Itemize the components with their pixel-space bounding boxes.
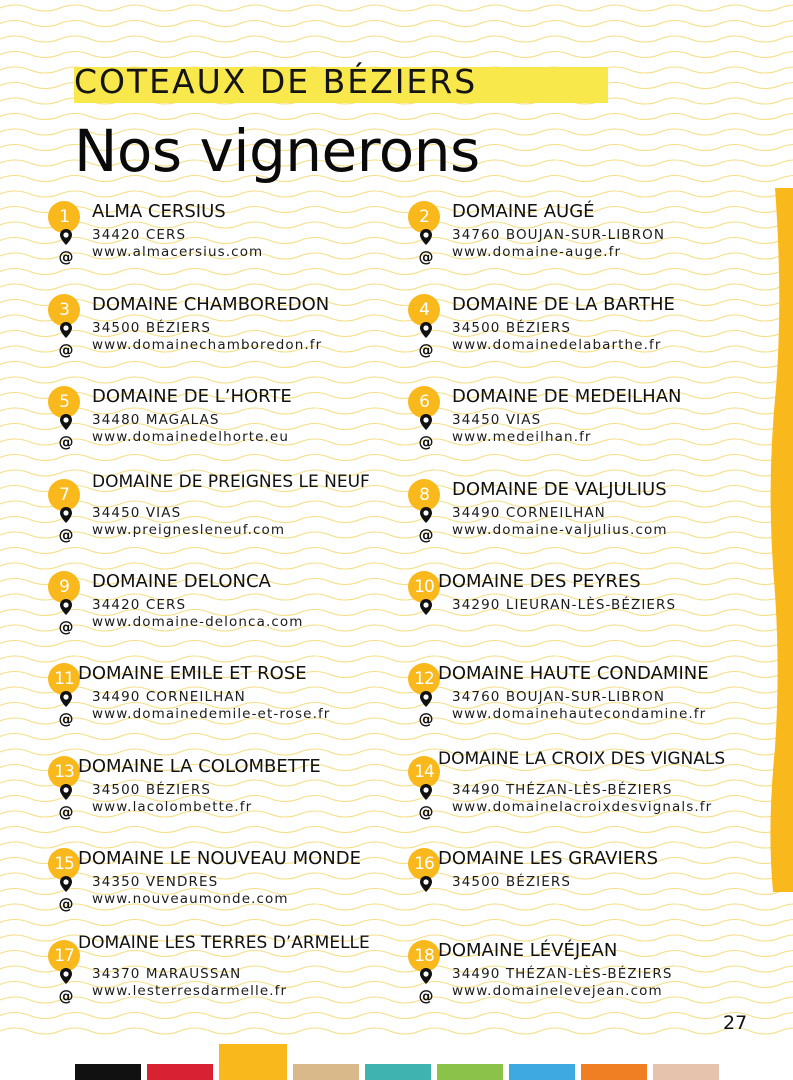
- at-sign-icon: @: [418, 433, 434, 451]
- winery-number-badge: 7: [48, 479, 80, 511]
- winery-website-link[interactable]: www.domainehautecondamine.fr: [452, 706, 707, 722]
- footer-color-bar: [365, 1064, 431, 1080]
- winery-card: [408, 201, 758, 287]
- winery-name: DOMAINE LA CROIX DES VIGNALS: [438, 749, 726, 769]
- winery-number-badge: 8: [408, 479, 440, 511]
- at-sign-icon: @: [58, 618, 74, 636]
- winery-address: 34420 CERS: [92, 597, 187, 613]
- winery-address: 34500 BÉZIERS: [452, 874, 572, 890]
- winery-name: DOMAINE EMILE ET ROSE: [78, 663, 307, 684]
- winery-address: 34450 VIAS: [452, 412, 542, 428]
- winery-address: 34760 BOUJAN-SUR-LIBRON: [452, 689, 666, 705]
- at-sign-icon: @: [58, 433, 74, 451]
- winery-website-link[interactable]: www.lacolombette.fr: [92, 799, 253, 815]
- winery-card: [48, 386, 398, 472]
- winery-number-badge: 4: [408, 294, 440, 326]
- winery-card: [408, 294, 758, 380]
- footer-color-bars: [75, 1064, 715, 1080]
- at-sign-icon: @: [58, 710, 74, 728]
- winery-address: 34490 CORNEILHAN: [452, 505, 606, 521]
- winery-number-badge: 15: [48, 848, 80, 880]
- footer-color-bar: [219, 1044, 287, 1080]
- winery-number-badge: 9: [48, 571, 80, 603]
- winery-website-link[interactable]: www.domaine-valjulius.com: [452, 522, 668, 538]
- at-sign-icon: @: [418, 710, 434, 728]
- location-pin-icon: [418, 228, 434, 246]
- at-sign-icon: @: [58, 803, 74, 821]
- location-pin-icon: [418, 321, 434, 339]
- winery-website-link[interactable]: www.preignesleneuf.com: [92, 522, 286, 538]
- winery-card: [48, 756, 398, 842]
- location-pin-icon: [58, 413, 74, 431]
- winery-number-badge: 13: [48, 756, 80, 788]
- winery-website-link[interactable]: www.lesterresdarmelle.fr: [92, 983, 288, 999]
- winery-number-badge: 14: [408, 756, 440, 788]
- winery-address: 34490 THÉZAN-LÈS-BÉZIERS: [452, 966, 673, 982]
- winery-name: DOMAINE DES PEYRES: [438, 571, 641, 592]
- winery-number-badge: 3: [48, 294, 80, 326]
- winery-card: [48, 663, 398, 749]
- winery-name: DOMAINE LES GRAVIERS: [438, 848, 659, 869]
- location-pin-icon: [58, 967, 74, 985]
- winery-card: [408, 386, 758, 472]
- footer-color-bar: [581, 1064, 647, 1080]
- winery-card: [48, 201, 398, 287]
- location-pin-icon: [58, 321, 74, 339]
- location-pin-icon: [58, 506, 74, 524]
- winery-address: 34370 MARAUSSAN: [92, 966, 242, 982]
- winery-number-badge: 1: [48, 201, 80, 233]
- winery-card: [48, 472, 398, 565]
- at-sign-icon: @: [418, 803, 434, 821]
- winery-number-badge: 18: [408, 940, 440, 972]
- winery-name: DOMAINE LE NOUVEAU MONDE: [78, 848, 361, 869]
- winery-number-badge: 5: [48, 386, 80, 418]
- winery-website-link[interactable]: www.domainelacroixdesvignals.fr: [452, 799, 713, 815]
- footer-color-bar: [147, 1064, 213, 1080]
- winery-website-link[interactable]: www.domaine-auge.fr: [452, 244, 622, 260]
- winery-website-link[interactable]: www.domainedelabarthe.fr: [452, 337, 662, 353]
- winery-name: DOMAINE CHAMBOREDON: [92, 294, 330, 315]
- winery-card: [48, 571, 398, 657]
- location-pin-icon: [418, 690, 434, 708]
- location-pin-icon: [58, 228, 74, 246]
- winery-name: DOMAINE DE L’HORTE: [92, 386, 292, 407]
- winery-number-badge: 10: [408, 571, 440, 603]
- winery-number-badge: 11: [48, 663, 80, 695]
- winery-address: 34760 BOUJAN-SUR-LIBRON: [452, 227, 666, 243]
- location-pin-icon: [58, 783, 74, 801]
- winery-website-link[interactable]: www.nouveaumonde.com: [92, 891, 289, 907]
- winery-name: DOMAINE HAUTE CONDAMINE: [438, 663, 709, 684]
- winery-name: DOMAINE DE MEDEILHAN: [452, 386, 682, 407]
- footer-color-bar: [509, 1064, 575, 1080]
- winery-address: 34500 BÉZIERS: [452, 320, 572, 336]
- page-number: 27: [723, 1012, 748, 1034]
- winery-address: 34480 MAGALAS: [92, 412, 220, 428]
- winery-address: 34290 LIEURAN-LÈS-BÉZIERS: [452, 597, 677, 613]
- winery-website-link[interactable]: www.domainedemile-et-rose.fr: [92, 706, 331, 722]
- at-sign-icon: @: [418, 526, 434, 544]
- location-pin-icon: [418, 967, 434, 985]
- winery-name: DOMAINE AUGÉ: [452, 201, 595, 222]
- at-sign-icon: @: [58, 248, 74, 266]
- winery-number-badge: 2: [408, 201, 440, 233]
- winery-name: DOMAINE DELONCA: [92, 571, 271, 592]
- winery-name: ALMA CERSIUS: [92, 201, 226, 222]
- at-sign-icon: @: [418, 987, 434, 1005]
- page-title: Nos vignerons: [74, 117, 480, 185]
- winery-website-link[interactable]: www.domainedelhorte.eu: [92, 429, 289, 445]
- location-pin-icon: [418, 506, 434, 524]
- location-pin-icon: [58, 598, 74, 616]
- at-sign-icon: @: [418, 248, 434, 266]
- winery-card: [408, 848, 758, 934]
- winery-address: 34490 CORNEILHAN: [92, 689, 246, 705]
- winery-card: [408, 663, 758, 749]
- winery-name: DOMAINE DE LA BARTHE: [452, 294, 675, 315]
- winery-number-badge: 6: [408, 386, 440, 418]
- footer-color-bar: [653, 1064, 719, 1080]
- footer-color-bar: [293, 1064, 359, 1080]
- winery-card: [408, 479, 758, 565]
- winery-card: [408, 749, 758, 842]
- at-sign-icon: @: [58, 526, 74, 544]
- winery-name: DOMAINE DE VALJULIUS: [452, 479, 667, 500]
- winery-name: DOMAINE DE PREIGNES LE NEUF: [92, 472, 370, 492]
- location-pin-icon: [58, 690, 74, 708]
- location-pin-icon: [418, 875, 434, 893]
- winery-number-badge: 12: [408, 663, 440, 695]
- winery-address: 34500 BÉZIERS: [92, 782, 212, 798]
- winery-name: DOMAINE LA COLOMBETTE: [78, 756, 321, 777]
- winery-website-link[interactable]: www.almacersius.com: [92, 244, 264, 260]
- winery-website-link[interactable]: www.domainelevejean.com: [452, 983, 663, 999]
- footer-color-bar: [75, 1064, 141, 1080]
- footer-color-bar: [437, 1064, 503, 1080]
- winery-address: 34350 VENDRES: [92, 874, 219, 890]
- winery-number-badge: 16: [408, 848, 440, 880]
- winery-address: 34500 BÉZIERS: [92, 320, 212, 336]
- winery-card: [48, 848, 398, 934]
- winery-address: 34490 THÉZAN-LÈS-BÉZIERS: [452, 782, 673, 798]
- winery-card: [48, 933, 398, 1026]
- location-pin-icon: [418, 783, 434, 801]
- winery-website-link[interactable]: www.domaine-delonca.com: [92, 614, 304, 630]
- at-sign-icon: @: [58, 987, 74, 1005]
- location-pin-icon: [418, 598, 434, 616]
- winery-number-badge: 17: [48, 940, 80, 972]
- location-pin-icon: [58, 875, 74, 893]
- at-sign-icon: @: [58, 895, 74, 913]
- region-heading: COTEAUX DE BÉZIERS: [74, 62, 478, 101]
- winery-address: 34450 VIAS: [92, 505, 182, 521]
- winery-name: DOMAINE LÉVÉJEAN: [438, 940, 618, 961]
- winery-name: DOMAINE LES TERRES D’ARMELLE: [78, 933, 370, 953]
- winery-card: [48, 294, 398, 380]
- side-accent-strip: [767, 188, 793, 892]
- winery-address: 34420 CERS: [92, 227, 187, 243]
- winery-website-link[interactable]: www.medeilhan.fr: [452, 429, 592, 445]
- winery-website-link[interactable]: www.domainechamboredon.fr: [92, 337, 323, 353]
- at-sign-icon: @: [58, 341, 74, 359]
- location-pin-icon: [418, 413, 434, 431]
- winery-card: [408, 571, 758, 657]
- winery-card: [408, 940, 758, 1026]
- at-sign-icon: @: [418, 341, 434, 359]
